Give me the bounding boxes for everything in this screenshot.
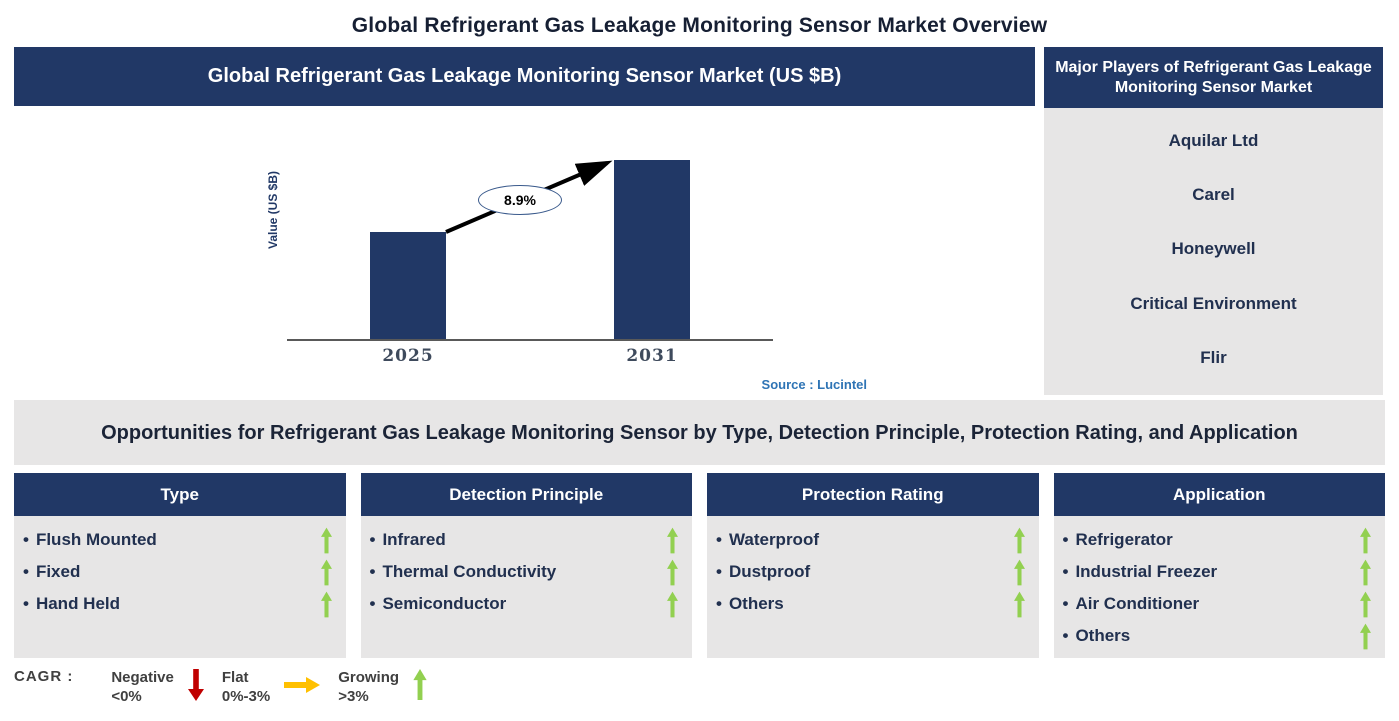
player-name: Critical Environment <box>1130 293 1297 313</box>
legend-item-negative <box>111 668 222 706</box>
legend-range: >3% <box>338 688 369 705</box>
item-label: Semiconductor <box>382 594 507 613</box>
legend-name: Negative <box>111 669 174 686</box>
category-column-detection-principle <box>361 473 693 658</box>
column-body <box>361 516 693 658</box>
bullet: • <box>716 530 722 549</box>
bar-2031 <box>614 160 690 339</box>
growing-up-arrow-icon <box>1014 527 1025 554</box>
bullet: • <box>1062 530 1069 549</box>
bullet: • <box>23 594 29 613</box>
bullet: • <box>716 562 722 581</box>
column-header: Type <box>14 473 346 516</box>
source-note: Source : Lucintel <box>761 377 867 392</box>
cagr-legend <box>14 668 445 706</box>
bullet: • <box>716 594 722 613</box>
opportunity-item <box>1063 524 1372 556</box>
opportunity-item <box>1063 620 1372 652</box>
bullet: • <box>369 530 376 549</box>
legend-name: Flat <box>221 669 249 686</box>
opportunity-item <box>716 588 1025 620</box>
up-arrow-icon <box>413 669 427 700</box>
player-name: Aquilar Ltd <box>1168 131 1259 151</box>
growing-up-arrow-icon <box>1360 623 1371 650</box>
item-label: Infrared <box>382 530 446 549</box>
market-chart-header <box>14 47 1035 106</box>
growing-up-arrow-icon <box>321 527 332 554</box>
major-players-list <box>1044 108 1383 395</box>
bar-2025 <box>370 232 446 339</box>
market-chart-header-label: Global Refrigerant Gas Leakage Monitoring Sensor Market (US $B) <box>207 65 842 87</box>
category-columns <box>14 473 1385 658</box>
bullet: • <box>1062 626 1069 645</box>
growing-up-arrow-icon <box>1014 591 1025 618</box>
legend-name: Growing <box>338 669 400 686</box>
column-body <box>14 516 346 658</box>
bullet: • <box>1062 562 1069 581</box>
market-bar-chart <box>14 106 1035 400</box>
major-players-header: Major Players of Refrigerant Gas Leakage Monitoring Sensor Market <box>1044 47 1383 108</box>
bullet: • <box>369 594 376 613</box>
opportunity-item <box>370 556 679 588</box>
item-label: Others <box>1075 626 1131 645</box>
legend-item-flat <box>222 668 338 706</box>
item-label: Dustproof <box>728 562 811 581</box>
opportunity-item <box>1063 588 1372 620</box>
cagr-value: 8.9% <box>504 192 536 208</box>
cagr-annotation <box>478 185 562 215</box>
opportunity-item <box>716 556 1025 588</box>
x-tick-2025: 2025 <box>382 346 434 366</box>
legend-range: <0% <box>111 688 142 705</box>
growing-up-arrow-icon <box>1014 559 1025 586</box>
item-label: Flush Mounted <box>35 530 157 549</box>
opportunity-item <box>716 524 1025 556</box>
legend-item-growing <box>338 668 445 706</box>
growing-up-arrow-icon <box>1360 559 1371 586</box>
item-label: Refrigerator <box>1075 530 1173 549</box>
bullet: • <box>23 530 29 549</box>
item-label: Thermal Conductivity <box>382 562 557 581</box>
bullet: • <box>23 562 29 581</box>
opportunity-item <box>23 588 332 620</box>
player-name: Flir <box>1200 347 1227 367</box>
item-label: Industrial Freezer <box>1075 562 1218 581</box>
item-label: Hand Held <box>35 594 121 613</box>
growing-up-arrow-icon <box>667 559 678 586</box>
opportunities-banner: Opportunities for Refrigerant Gas Leakage Monitoring Sensor by Type, Detection Principle, Protection Rating, and Application <box>14 400 1385 465</box>
down-arrow-icon <box>188 669 204 701</box>
item-label: Others <box>728 594 784 613</box>
item-label: Fixed <box>35 562 81 581</box>
right-arrow-icon <box>284 677 320 693</box>
growing-up-arrow-icon <box>1360 591 1371 618</box>
bullet: • <box>369 562 376 581</box>
column-header: Protection Rating <box>707 473 1039 516</box>
growing-up-arrow-icon <box>321 591 332 618</box>
player-name: Carel <box>1192 185 1235 205</box>
x-axis-line <box>287 339 773 341</box>
growing-up-arrow-icon <box>1360 527 1371 554</box>
opportunity-item <box>23 556 332 588</box>
player-name: Honeywell <box>1171 239 1256 259</box>
growing-up-arrow-icon <box>321 559 332 586</box>
y-axis-label: Value (US $B) <box>266 170 280 250</box>
category-column-application <box>1054 473 1386 658</box>
item-label: Waterproof <box>728 530 819 549</box>
opportunity-item <box>1063 556 1372 588</box>
category-column-protection-rating <box>707 473 1039 658</box>
x-tick-2031: 2031 <box>626 346 678 366</box>
category-column-type <box>14 473 346 658</box>
opportunity-item <box>370 524 679 556</box>
major-players-panel <box>1044 47 1383 395</box>
legend-range: 0%-3% <box>221 688 271 705</box>
column-body <box>707 516 1039 658</box>
column-header: Application <box>1054 473 1386 516</box>
item-label: Air Conditioner <box>1075 594 1200 613</box>
page-title: Global Refrigerant Gas Leakage Monitoring Sensor Market Overview <box>351 14 1048 37</box>
opportunity-item <box>370 588 679 620</box>
growing-up-arrow-icon <box>667 591 678 618</box>
column-body <box>1054 516 1386 658</box>
bullet: • <box>1062 594 1069 613</box>
cagr-legend-label: CAGR : <box>14 668 74 685</box>
opportunity-item <box>23 524 332 556</box>
growing-up-arrow-icon <box>667 527 678 554</box>
column-header: Detection Principle <box>361 473 693 516</box>
